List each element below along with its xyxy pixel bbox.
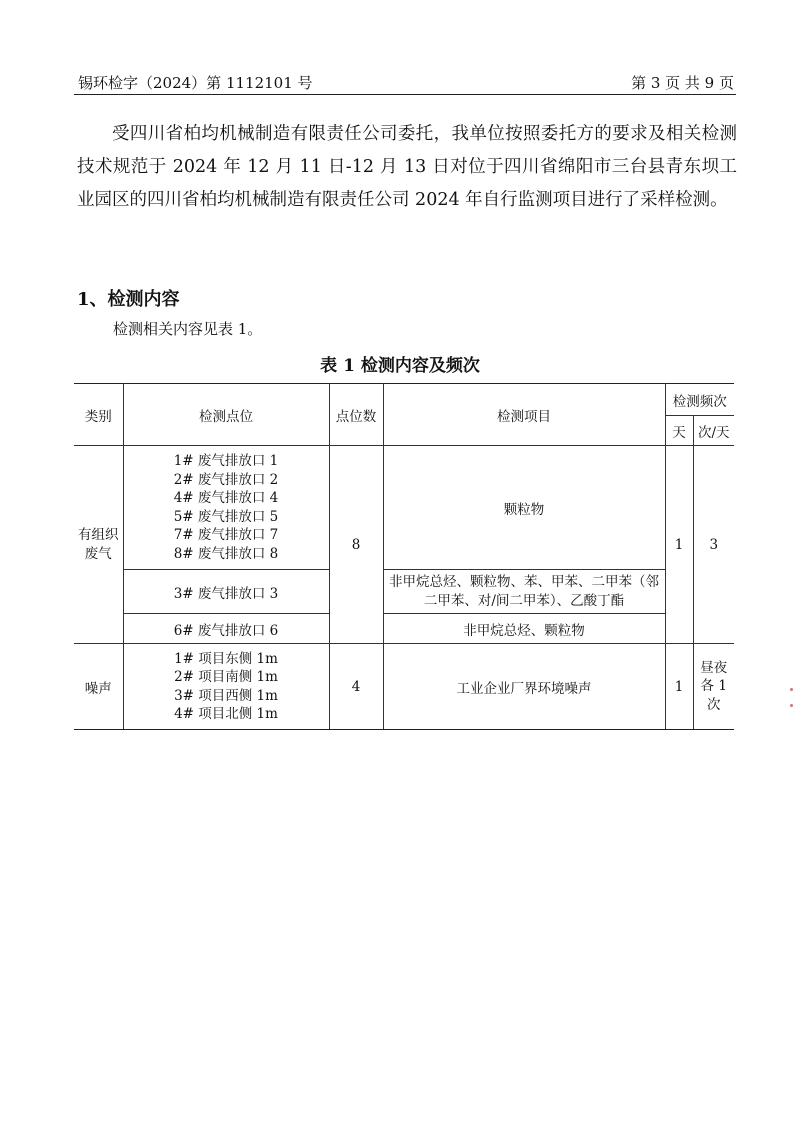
point-item: 5# 废气排放口 5: [173, 508, 279, 525]
noise-points: [123, 644, 329, 730]
gas-group1-points: [123, 446, 329, 570]
gas-category-label: 有组织废气: [78, 527, 119, 562]
section-text: 检测相关内容见表 1。: [113, 320, 263, 338]
point-item: 4# 项目北侧 1m: [174, 706, 278, 722]
noise-category: 噪声: [74, 644, 123, 730]
header-points: 检测点位: [123, 384, 329, 446]
header-frequency: 检测频次: [665, 384, 734, 416]
detection-table: [74, 383, 734, 730]
header-count: 点位数: [329, 384, 383, 446]
scan-mark: [790, 704, 793, 707]
point-item: 7# 废气排放口 7: [173, 527, 279, 543]
scan-mark: [790, 688, 793, 691]
noise-times: 昼夜各 1 次: [693, 644, 734, 730]
header-times-per-day: 次/天: [693, 416, 734, 446]
document-number: 锡环检字（2024）第 1112101 号: [78, 74, 313, 92]
noise-item: 工业企业厂界环境噪声: [383, 644, 665, 730]
gas-group2-item: 非甲烷总烃、颗粒物、苯、甲苯、二甲苯（邻二甲苯、对/间二甲苯）、乙酸丁酯: [383, 570, 665, 614]
noise-days: 1: [665, 644, 693, 730]
gas-group3-point: 6# 废气排放口 6: [123, 614, 329, 644]
header-divider: [74, 94, 736, 95]
noise-count: 4: [329, 644, 383, 730]
gas-days: 1: [665, 446, 693, 644]
gas-times: 3: [693, 446, 734, 644]
header-items: 检测项目: [383, 384, 665, 446]
point-item: 2# 项目南侧 1m: [174, 669, 278, 685]
intro-paragraph: 受四川省柏均机械制造有限责任公司委托，我单位按照委托方的要求及相关检测技术规范于 2024 年 12 月 11 日-12 月 13 日对位于四川省绵阳市三台县青东坝工业园区的四川省柏均机械制造有限责任公司 2024 年自行监测项目进行了采样检测。: [77, 124, 737, 210]
point-item: 3# 项目西侧 1m: [174, 687, 278, 704]
point-item: 1# 废气排放口 1: [173, 453, 279, 469]
gas-category: [74, 446, 123, 644]
point-item: 2# 废气排放口 2: [173, 471, 279, 488]
header-category: 类别: [74, 384, 123, 446]
gas-group1-item: 颗粒物: [383, 446, 665, 570]
table-title: 表 1 检测内容及频次: [320, 356, 480, 376]
page-info: 第 3 页 共 9 页: [631, 74, 734, 92]
point-item: 4# 废气排放口 4: [173, 490, 279, 506]
section-title: 1、检测内容: [77, 289, 180, 310]
point-item: 8# 废气排放口 8: [173, 545, 279, 562]
point-item: 1# 项目东侧 1m: [174, 650, 278, 667]
gas-group3-item: 非甲烷总烃、颗粒物: [383, 614, 665, 644]
gas-group2-point: 3# 废气排放口 3: [123, 570, 329, 614]
header-days: 天: [665, 416, 693, 446]
gas-count: 8: [329, 446, 383, 644]
